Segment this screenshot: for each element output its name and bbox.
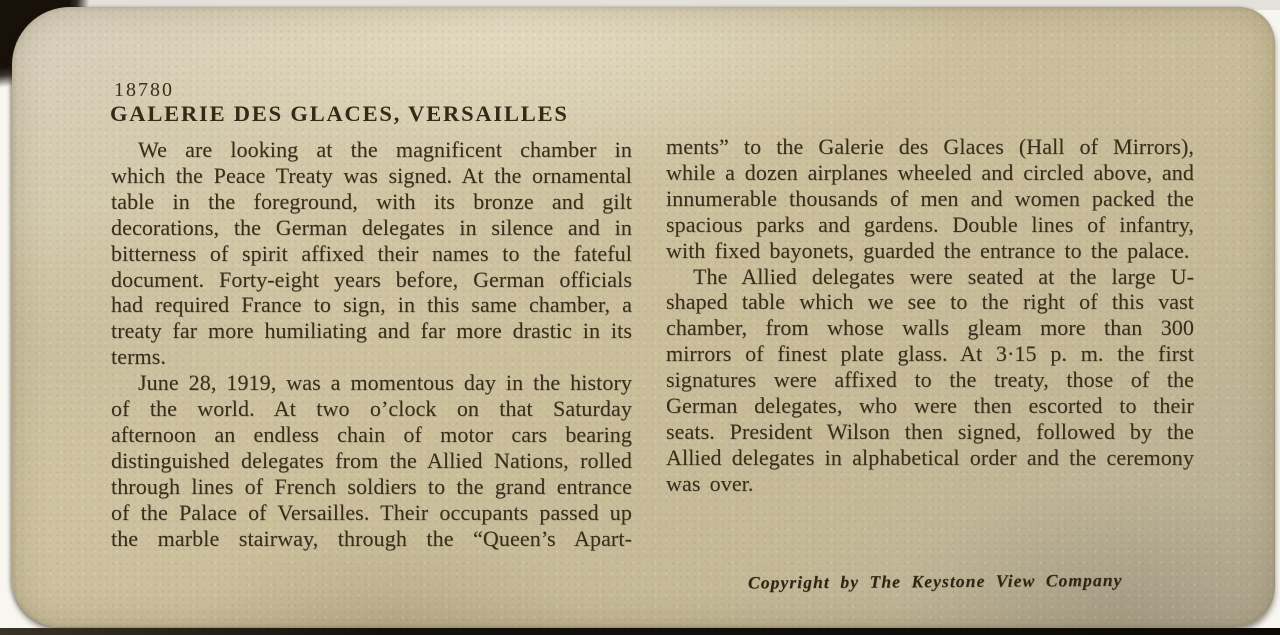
- paragraph-ceremony-start: June 28, 1919, was a momentous day in the history of the world. At two o’clock on that Saturday afternoon an endless chain of motor cars bearing distinguished delegates from the Allied Nations, rolled through lines of French soldiers to the grand entrance of the Palace of Versailles. Their occupants passed up the marble stairway, through the “Queen’s Apart-: [111, 370, 632, 551]
- text-column-left: [111, 137, 632, 552]
- text-column-right: [666, 134, 1194, 497]
- paragraph-signing: The Allied delegates were seated at the large U-shaped table which we see to the right of this vast chamber, from whose walls gleam more than 300 mirrors of finest plate glass. At 3·15 p. m. the first signatures were affixed to the treaty, those of the German delegates, who were then escorted to their seats. President Wilson then signed, followed by the Allied delegates in alphabetical order and the ceremony was over.: [666, 263, 1194, 496]
- stereocard-paper: [12, 7, 1275, 627]
- card-title: GALERIE DES GLACES, VERSAILLES: [110, 101, 569, 126]
- catalog-number: 18780: [114, 79, 174, 101]
- copyright-line: Copyright by The Keystone View Company: [747, 569, 1123, 593]
- paragraph-description: We are looking at the magnificent chamber in which the Peace Treaty was signed. At the ornamental table in the foreground, with its bronze and gilt decorations, the German delegates in silence and in bitterness of spirit affixed their names to the fateful document. Forty-eight years before, German officials had required France to sign, in this same chamber, a treaty far more humiliating and far more drastic in its terms.: [111, 137, 632, 370]
- paragraph-ceremony-continued: ments” to the Galerie des Glaces (Hall of Mirrors), while a dozen airplanes wheeled and circled above, and innumerable thousands of men and women packed the spacious parks and gardens. Double lines of infantry, with fixed bayonets, guarded the entrance to the palace.: [666, 134, 1194, 263]
